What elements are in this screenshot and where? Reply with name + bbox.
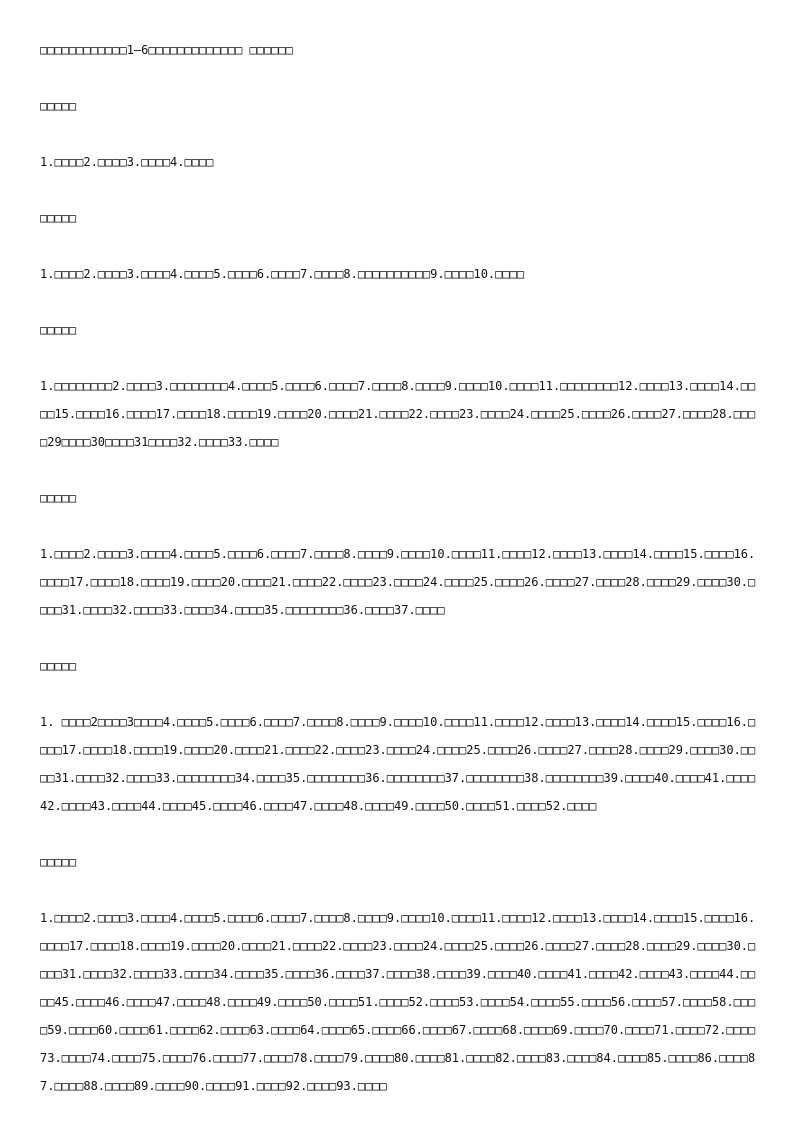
section-1 — [40, 92, 760, 176]
section-3 — [40, 316, 760, 456]
section-5 — [40, 652, 760, 820]
section-6 — [40, 848, 760, 1100]
section-heading: □□□□□ — [40, 659, 77, 673]
section-items: 1. □□□□2□□□□3□□□□4.□□□□5.□□□□6.□□□□7.□□□□8.□□□□9.□□□□10.□□□□11.□□□□12.□□□□13.□□□□14.□□□□15.□□□□16.□□□□17.□□□□18.□□□□19.□□□□20.□□□□21.□□□□22.□□□□23.□□□□24.□□□□25.□□□□26.□□□□27.□□□□28.□□□□29.□□□□30.□□□□31.□□□□32.□□□□33.□□□□□□□□34.□□□□35.□□□□□□□□36.□□□□□□□□37.□□□□□□□□38.□□□□□□□□39.□□□□40.□□□□41.□□□□42.□□□□43.□□□□44.□□□□45.□□□□46.□□□□47.□□□□48.□□□□49.□□□□50.□□□□51.□□□□52.□□□□ — [40, 715, 756, 813]
section-2 — [40, 204, 760, 288]
section-items: 1.□□□□2.□□□□3.□□□□4.□□□□5.□□□□6.□□□□7.□□□□8.□□□□9.□□□□10.□□□□11.□□□□12.□□□□13.□□□□14.□□□□15.□□□□16.□□□□17.□□□□18.□□□□19.□□□□20.□□□□21.□□□□22.□□□□23.□□□□24.□□□□25.□□□□26.□□□□27.□□□□28.□□□□29.□□□□30.□□□□31.□□□□32.□□□□33.□□□□34.□□□□35.□□□□36.□□□□37.□□□□38.□□□□39.□□□□40.□□□□41.□□□□42.□□□□43.□□□□44.□□□□45.□□□□46.□□□□47.□□□□48.□□□□49.□□□□50.□□□□51.□□□□52.□□□□53.□□□□54.□□□□55.□□□□56.□□□□57.□□□□58.□□□□59.□□□□60.□□□□61.□□□□62.□□□□63.□□□□64.□□□□65.□□□□66.□□□□67.□□□□68.□□□□69.□□□□70.□□□□71.□□□□72.□□□□73.□□□□74.□□□□75.□□□□76.□□□□77.□□□□78.□□□□79.□□□□80.□□□□81.□□□□82.□□□□83.□□□□84.□□□□85.□□□□86.□□□□87.□□□□88.□□□□89.□□□□90.□□□□91.□□□□92.□□□□93.□□□□ — [40, 911, 756, 1093]
document-title: □□□□□□□□□□□□1—6□□□□□□□□□□□□□ □□□□□□ — [40, 43, 293, 57]
section-heading: □□□□□ — [40, 99, 77, 113]
section-items: 1.□□□□2.□□□□3.□□□□4.□□□□5.□□□□6.□□□□7.□□□□8.□□□□9.□□□□10.□□□□11.□□□□12.□□□□13.□□□□14.□□□□15.□□□□16.□□□□17.□□□□18.□□□□19.□□□□20.□□□□21.□□□□22.□□□□23.□□□□24.□□□□25.□□□□26.□□□□27.□□□□28.□□□□29.□□□□30.□□□□31.□□□□32.□□□□33.□□□□34.□□□□35.□□□□□□□□36.□□□□37.□□□□ — [40, 547, 756, 617]
section-heading: □□□□□ — [40, 491, 77, 505]
section-heading: □□□□□ — [40, 855, 77, 869]
document-page — [40, 36, 760, 1128]
section-items: 1.□□□□2.□□□□3.□□□□4.□□□□5.□□□□6.□□□□7.□□□□8.□□□□□□□□□□9.□□□□10.□□□□ — [40, 267, 525, 281]
section-items: 1.□□□□□□□□2.□□□□3.□□□□□□□□4.□□□□5.□□□□6.□□□□7.□□□□8.□□□□9.□□□□10.□□□□11.□□□□□□□□12.□□□□13.□□□□14.□□□□15.□□□□16.□□□□17.□□□□18.□□□□19.□□□□20.□□□□21.□□□□22.□□□□23.□□□□24.□□□□25.□□□□26.□□□□27.□□□□28.□□□□29□□□□30□□□□31□□□□32.□□□□33.□□□□ — [40, 379, 756, 449]
section-items: 1.□□□□2.□□□□3.□□□□4.□□□□ — [40, 155, 214, 169]
section-heading: □□□□□ — [40, 211, 77, 225]
section-4 — [40, 484, 760, 624]
section-heading: □□□□□ — [40, 323, 77, 337]
